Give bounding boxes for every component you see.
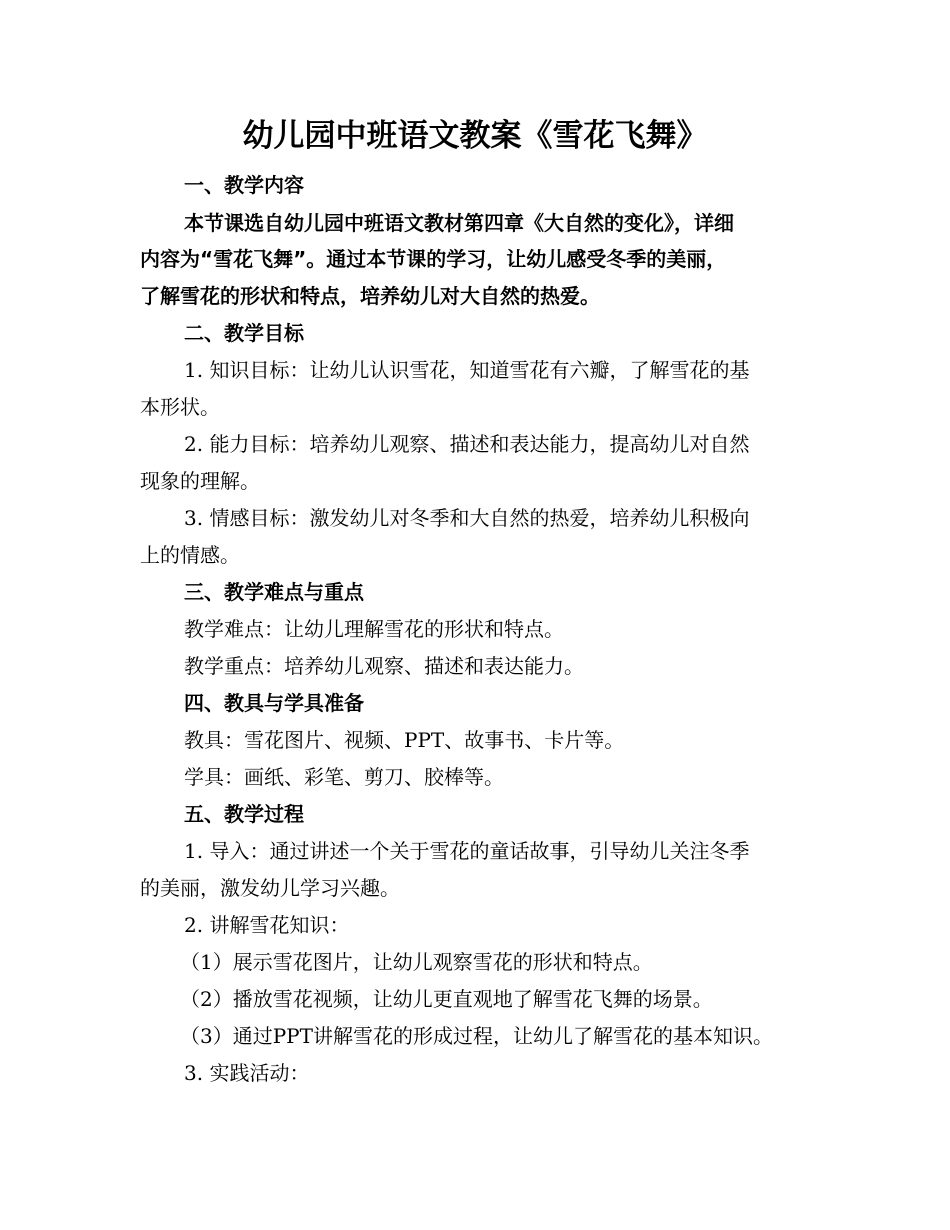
paragraph-line: 内容为“雪花飞舞”。通过本节课的学习，让幼儿感受冬季的美丽， [140,247,727,271]
process-step: 2. 讲解雪花知识： [184,913,350,937]
objective-item-cont: 上的情感。 [140,543,240,567]
process-step-cont: 的美丽，激发幼儿学习兴趣。 [140,876,400,900]
objective-item-cont: 本形状。 [140,395,220,419]
section-heading-process: 五、教学过程 [184,802,304,826]
section-heading-materials: 四、教具与学具准备 [184,691,364,715]
process-step: 3. 实践活动： [184,1061,310,1085]
document-title: 幼儿园中班语文教案《雪花飞舞》 [242,118,708,154]
learning-aids-text: 学具：画纸、彩笔、剪刀、胶棒等。 [184,765,504,789]
objective-item: 3. 情感目标：激发幼儿对冬季和大自然的热爱，培养幼儿积极向 [184,506,750,530]
objective-item-cont: 现象的理解。 [140,469,260,493]
objective-item: 2. 能力目标：培养幼儿观察、描述和表达能力，提高幼儿对自然 [184,432,750,456]
teaching-aids-text: 教具：雪花图片、视频、PPT、故事书、卡片等。 [184,728,625,752]
objective-item: 1. 知识目标：让幼儿认识雪花，知道雪花有六瓣，了解雪花的基 [184,358,750,382]
section-heading-objectives: 二、教学目标 [184,321,304,345]
process-substep: （2）播放雪花视频，让幼儿更直观地了解雪花飞舞的场景。 [180,987,713,1011]
paragraph-line: 了解雪花的形状和特点，培养幼儿对大自然的热爱。 [140,284,600,308]
difficulty-text: 教学难点：让幼儿理解雪花的形状和特点。 [184,617,564,641]
process-step: 1. 导入：通过讲述一个关于雪花的童话故事，引导幼儿关注冬季 [184,839,750,863]
key-point-text: 教学重点：培养幼儿观察、描述和表达能力。 [184,654,584,678]
process-substep: （1）展示雪花图片，让幼儿观察雪花的形状和特点。 [180,950,653,974]
section-heading-difficulty: 三、教学难点与重点 [184,580,364,604]
section-heading-content: 一、教学内容 [184,173,304,197]
paragraph-line: 本节课选自幼儿园中班语文教材第四章《大自然的变化》，详细 [184,211,734,235]
process-substep: （3）通过PPT讲解雪花的形成过程，让幼儿了解雪花的基本知识。 [180,1024,773,1048]
